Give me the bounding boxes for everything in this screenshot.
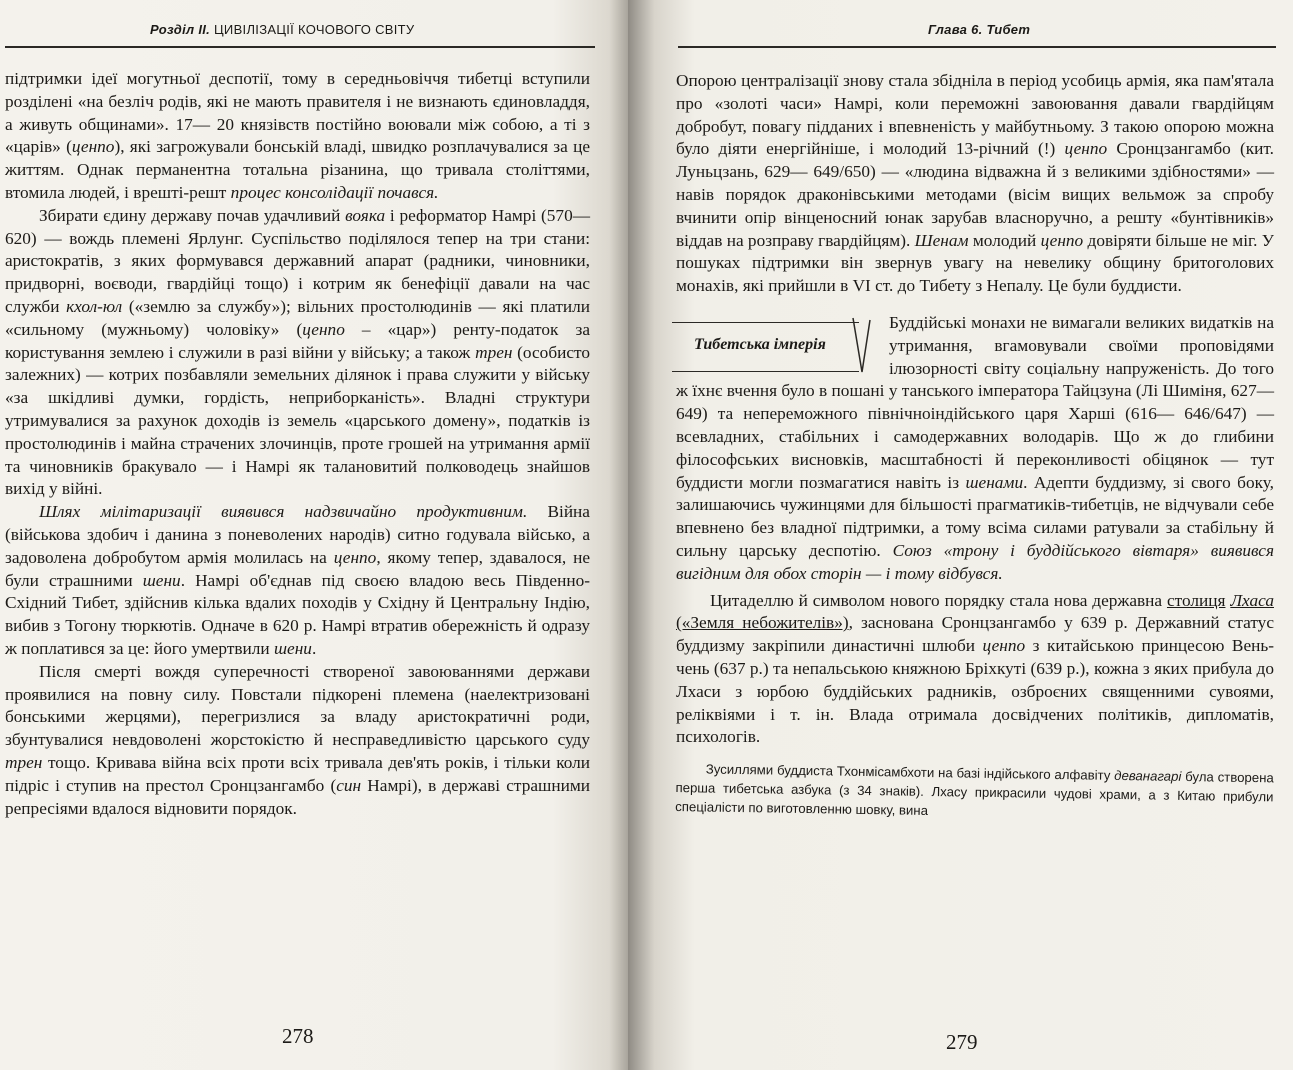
text-run: Намрі), в державі страшними репресіями вдалося відновити порядок. [5, 775, 590, 818]
text-run: Сронцзангамбо (кит. Луньцзань, 629— 649/650) — «людина відважна й з великими здібностями» — навів порядок драконівськими методами (вісім вищих вельмож за спробу вчинити опір вінценосний юнак зарубав власноручно, а решту «бунтівників» віддав на розправу гвардійцям). [676, 139, 1274, 250]
italic-text-run: ценпо [333, 547, 377, 567]
text-run: Цитаделлю й символом нового порядку стала нова державна [710, 590, 1167, 610]
footnote [675, 759, 1274, 825]
text-run: з китайською принцесою Вень-чень (637 р.) та непальською княжною Бріхкуті (639 р.), кожна з яких прибула до Лхаси з юрбою буддійських радників, озброєних священними сувоями, реліквіями і т. ін. Влада отримала досвідчених політиків, дипломатів, психологів. [676, 636, 1275, 747]
header-rule [5, 46, 595, 48]
text-run: , якому тепер, здавалося, не були страшними [5, 547, 590, 590]
italic-text-run: шенами [965, 472, 1024, 492]
divider [672, 322, 859, 323]
text-run: Збирати єдину державу почав удачливий [39, 205, 346, 225]
text-run: молодий [968, 230, 1041, 250]
paragraph [5, 205, 590, 501]
italic-text-run: Союз «трону і буддійського вівтаря» виявився вигідним для обох сторін — і тому відбувся. [676, 540, 1274, 583]
paragraph [676, 70, 1274, 298]
text-run: столиця [1166, 590, 1226, 610]
italic-text-run: шени [142, 570, 181, 590]
text-run: і реформатор Намрі (570— 620) — вождь племені Ярлунг. Суспільство поділялося тепер на три стани: аристократів, з яких формувався державний апарат (радники, чиновники, придворні, воєводи, гвардійці тощо) і котрим як бенефіції давали на час служби [5, 205, 590, 316]
text-run: . Адепти буддизму, зі свого боку, залишаючись чужинцями для більшості прагматиків-тибетців, не відчували себе впевнено без владної підтримки, а тому всіма силами ратували за стабільну й сильну царську деспотію. [676, 472, 1274, 560]
text-run: довіряти більше не міг. У пошуках підтримки він звернув увагу на невелику общину бритоголових монахів, які прийшли в VI ст. до Тибету з Непалу. Це були буддисти. [676, 230, 1275, 296]
section-heading-box [672, 316, 877, 376]
paragraph [5, 68, 590, 205]
page-number: 279 [946, 1030, 978, 1054]
text-run: («Земля небожителів») [676, 613, 849, 633]
text-run: Буддійські монахи не вимагали великих видатків на утримання, вгамовували своїми проповідями ілюзорності світу соціальну напруженість. До того ж їхнє вчення було в пошані у танського імператора Тайцзуна (Лі Шиміня, 627— 649) та непереможного північноіндійського царя Харші (616— 646/647) — всевладних, стабільних і самодержавних володарів. Що ж до глибини філософських висновків, масштабності й переконливості обіцянок — тут буддисти могли позмагатися навіть із [676, 312, 1274, 492]
page-number: 278 [282, 1024, 314, 1048]
italic-text-run: син [336, 775, 362, 795]
text-run: Після смерті вождя суперечності створеної завоюваннями держави проявилися на повну силу. Повстали підкорені племена (наелектризовані бонськими жерцями), перегризлися за владу аристократичні роди, збунтувалися невдоволені жорстокістю й несправедливістю царського суду [5, 661, 590, 750]
italic-text-run: Шенам [914, 230, 969, 250]
paragraph [5, 501, 590, 661]
right-text-body [675, 70, 1275, 819]
header-rule [678, 46, 1276, 48]
italic-text-run: кхол-юл [66, 296, 123, 316]
italic-text-run: ценпо [1040, 230, 1084, 250]
text-run: («землю за службу»); вільних простолюдинів — які платили «сильному (мужньому) чоловіку» ( [5, 296, 591, 339]
right-page [628, 0, 1293, 1070]
running-head-chapter: Глава 6. Тибет [928, 22, 1031, 37]
italic-text-run: деванагарі [1114, 767, 1182, 785]
text-run: Опорою централізації знову стала збідніла в період усобиць армія, яка пам'ятала про «золоті часи» Намрі, коли переможні завоювання давали гвардійцям добробут, повагу підданих і впевненість у майбутньому. З такою опорою можна було діяти енергійніше, і молодий 13-річний (!) [676, 71, 1274, 159]
paragraph-with-sidehead [676, 312, 1274, 586]
italic-text-run: ценпо [302, 319, 345, 339]
running-head-left [150, 22, 414, 37]
italic-text-run: ценпо [1064, 139, 1108, 159]
italic-text-run: трен [475, 342, 513, 362]
divider [672, 371, 859, 372]
text-run: . [311, 638, 317, 658]
text-run: . Намрі об'єднав під своєю владою весь Південно-Східний Тибет, здійснив кілька вдалих походів у Східну й Центральну Індію, вибив з Тогону тюркютів. Одначе в 620 р. Намрі втратив обережність й одразу ж поплатився за це: його умертвили [5, 570, 590, 658]
italic-text-run: ценпо [71, 137, 115, 157]
text-run: Зусиллями буддиста Тхонмісамбхоти на базі індійського алфавіту [705, 761, 1115, 783]
running-head-chapter: Розділ II. [150, 22, 211, 37]
italic-text-run: Лхаса [1230, 590, 1274, 610]
paragraph [676, 590, 1274, 750]
italic-text-run: трен [5, 752, 43, 772]
text-run: була створена перша тибетська азбука (з 34 знаків). Лхасу прикрасили чудові храми, а з Китаю прибули спеціалісти по виготовленню шовку, вина [675, 769, 1274, 819]
paragraph [5, 661, 590, 821]
text-run: тощо. Кривава війна всіх проти всіх тривала дев'ять років, і тільки коли підріс і ступив на престол Сронцзангамбо ( [5, 752, 590, 795]
italic-text-run: ценпо [982, 636, 1026, 656]
text-run: підтримки ідеї могутньої деспотії, тому в середньовіччя тибетці вступили розділені «на безліч родів, які не мають правителя і не визнають єдиновладдя, а живуть общинами». 17— 20 князівств постійно воювали між собою, а ті з «царів» ( [5, 69, 590, 157]
section-heading: Тибетська імперія [694, 335, 826, 353]
running-head-right [928, 22, 1030, 37]
italic-text-run: шени [274, 638, 312, 658]
heading-slash-mark [851, 316, 871, 376]
text-run: ), які загрожували бонській владі, швидко розплачувалися за це життям. Однак перманентна тотальна різанина, що тривала століттями, втомила людей, і врешті-решт [5, 137, 590, 202]
text-run: , заснована Сронцзангамбо у 639 р. Державний статус буддизму закріпили династичні шлюби [676, 613, 1274, 656]
text-run: – «цар») ренту-податок за користування землею і служили в разі війни у війську; а також [5, 319, 590, 362]
left-page [0, 0, 628, 1070]
italic-text-run: вояка [345, 205, 386, 225]
left-text-body [5, 68, 590, 820]
italic-text-run: процес консолідації почався. [230, 182, 439, 202]
text-run: (особисто залежних) — котрих позбавляли земельних ділянок і права служити у війську «за шкідливі думки, гордість, неприборканість». Владні структури утримувалися за рахунок доходів із земель «царського домену», податків із простолюдинів і майна страчених злочинців, проте грошей на утримання армії та чиновників бракувало — і Намрі як талановитий полководець знайшов вихід у війні. [5, 342, 590, 499]
running-head-title: ЦИВІЛІЗАЦІЇ КОЧОВОГО СВІТУ [210, 22, 415, 37]
italic-text-run: Шлях мілітаризації виявився надзвичайно продуктивним. [39, 502, 528, 522]
text-run: Війна (військова здобич і данина з поневолених народів) ситно годувала військо, а задоволена добробутом армія молилась на [5, 502, 590, 567]
